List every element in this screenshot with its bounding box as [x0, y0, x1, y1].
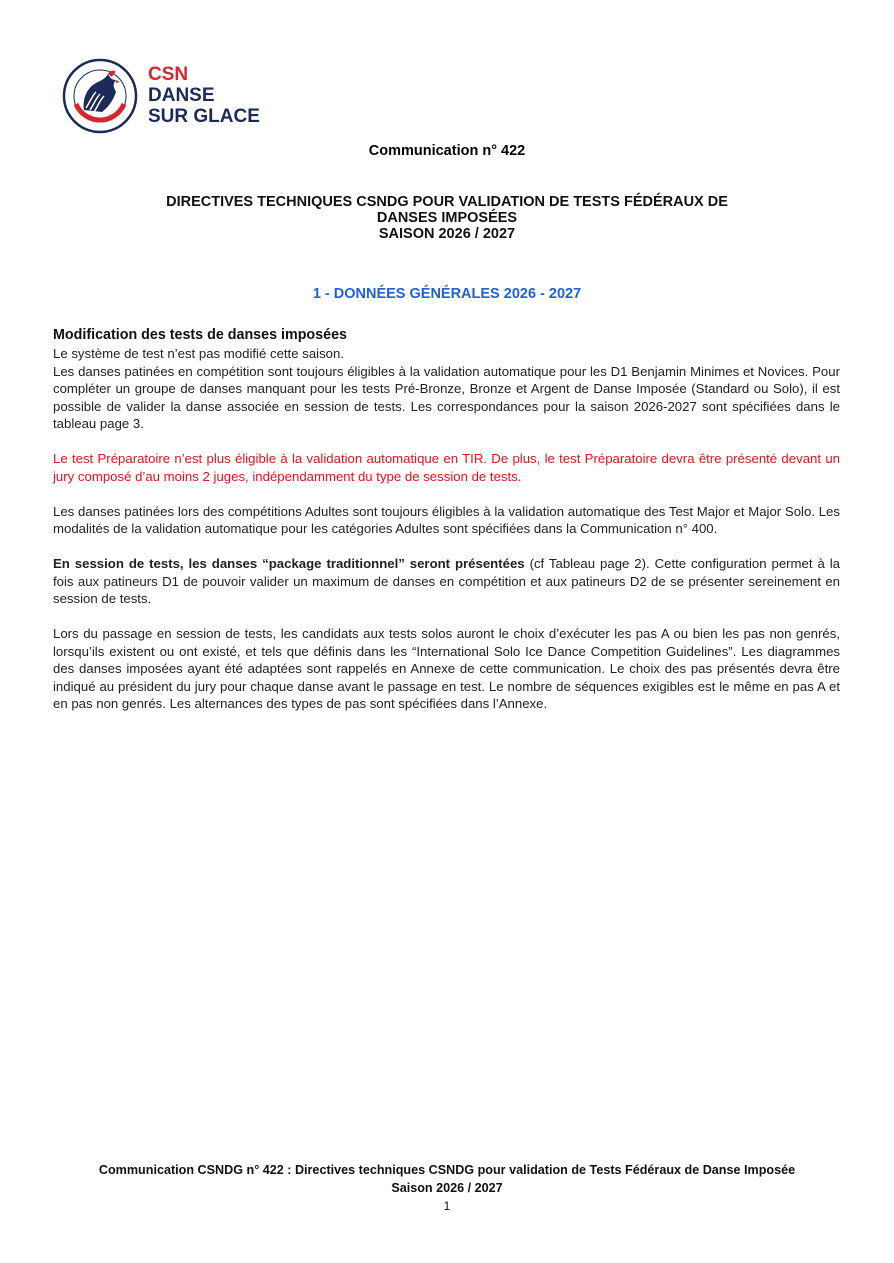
paragraph-solo: Lors du passage en session de tests, les candidats aux tests solos auront le choix d’exécuter les pas A ou bien les pas non genrés, lorsqu’ils existent ou ont existé, et tels que définis dans les “International Solo Ice Dance Competition Guidelines”. Les diagrammes des danses imposées ayant été adaptées sont rappelés en Annexe de cette communication. Le choix des pas présentés devra être indiqué au président du jury pour chaque danse avant le passage en test. Le nombre de séquences exigibles est le même en pas A et en pas non genrés. Les alternances des types de pas sont spécifiées dans l’Annexe.	[53, 626, 840, 711]
document-title	[0, 194, 894, 242]
title-line-3: SAISON 2026 / 2027	[378, 226, 516, 242]
paragraph-intro: Le système de test n’est pas modifié cette saison. Les danses patinées en compétition sont toujours éligibles à la validation automatique pour les D1 Benjamin Minimes et Novices. Pour compléter un groupe de danses manquant pour les tests Pré-Bronze, Bronze et Argent de Danse Imposée (Standard ou Solo), il est possible de valider la danse associée en session de tests. Les correspondances pour la saison 2026-2027 sont spécifiées dans le tableau page 3.	[53, 346, 840, 431]
logo-line-csn: CSN	[148, 64, 189, 85]
logo	[62, 58, 292, 134]
paragraph-package	[53, 555, 840, 608]
title-line-2: DANSES IMPOSÉES	[376, 210, 518, 226]
rooster-emblem-icon	[62, 58, 138, 134]
paragraph-warning: Le test Préparatoire n’est plus éligible à la validation automatique en TIR. De plus, le test Préparatoire devra être présenté devant un jury composé d’au moins 2 juges, indépendamment du type de session de tests.	[53, 451, 840, 484]
package-bold-text: En session de tests, les danses “package traditionnel” seront présentées	[53, 556, 525, 571]
package-rest-text: (cf Tableau page 2). Cette configuration permet à la fois aux patineurs D1 de pouvoir valider un maximum de danses en compétition et aux patineurs D2 de se présenter sereinement en session de tests.	[53, 556, 840, 606]
page-footer	[0, 1161, 894, 1215]
document-body	[53, 326, 840, 730]
logo-line-sur-glace: SUR GLACE	[148, 106, 260, 127]
logo-wordmark	[148, 64, 260, 127]
title-line-1: DIRECTIVES TECHNIQUES CSNDG POUR VALIDATION DE TESTS FÉDÉRAUX DE	[166, 194, 728, 210]
footer-line-2: Saison 2026 / 2027	[391, 1181, 503, 1195]
communication-number: Communication n° 422	[368, 143, 526, 159]
paragraph-adultes: Les danses patinées lors des compétitions Adultes sont toujours éligibles à la validation automatique des Test Major et Major Solo. Les modalités de la validation automatique pour les catégories Adultes sont spécifiées dans la Communication n° 400.	[53, 503, 840, 536]
footer-line-1: Communication CSNDG n° 422 : Directives techniques CSNDG pour validation de Tests Fédéraux de Danse Imposée	[98, 1163, 796, 1177]
page-number: 1	[443, 1199, 451, 1213]
subsection-heading: Modification des tests de danses imposées	[53, 327, 347, 343]
logo-line-danse: DANSE	[148, 85, 215, 106]
section-title: 1 - DONNÉES GÉNÉRALES 2026 - 2027	[312, 286, 582, 302]
